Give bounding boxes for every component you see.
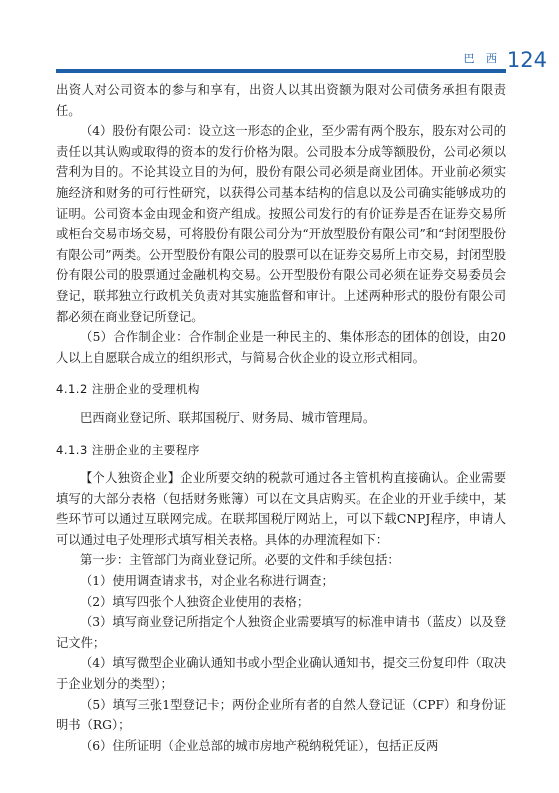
list-item-1: （1）使用调查请求书，对企业名称进行调查； [80,574,334,589]
paragraph-step-one: 第一步：主管部门为商业登记所。必要的文件和手续包括： [80,553,400,568]
running-head-country: 巴 西 [463,52,501,65]
section-heading-4-1-3: 4.1.3 注册企业的主要程序 [56,442,200,457]
paragraph-registration-agencies: 巴西商业登记所、联邦国税厅、财务局、城市管理局。 [80,410,376,425]
paragraph-continued: 出资人对公司资本的参与和享有，出资人以其出资额为限对公司债务承担有限责任。 [56,83,506,118]
list-item-4: （4）填写微型企业确认通知书或小型企业确认通知书，提交三份复印件（取决于企业划分的类型）； [56,656,506,692]
page-number: 124 [506,48,547,72]
list-item-2: （2）填写四张个人独资企业使用的表格； [80,594,310,609]
page-header [0,0,559,80]
body-text [56,80,506,756]
list-item-6: （6）住所证明（企业总部的城市房地产税纳税凭证），包括正反两 [80,738,439,753]
header-rule [56,69,506,73]
paragraph-joint-stock-company: （4）股份有限公司：设立这一形态的企业，至少需有两个股东，股东对公司的责任以其认购或取得的资本的发行价格为限。公司股本分成等额股份，公司必须以营利为目的。不论其设立目的为何，股份有限公司必须是商业团体。开业前必须实施经济和财务的可行性研究，以获得公司基本结构的信息以及公司确实能够成功的证明。公司资本金由现金和资产组成。按照公司发行的有价证券是否在证券交易所或柜台交易市场交易，可将股份有限公司分为“开放型股份有限公司”和“封闭型股份有限公司”两类。公开型股份有限公司的股票可以在证券交易所上市交易，封闭型股份有限公司的股票通过金融机构交易。公开型股份有限公司必须在证券交易委员会登记，联邦独立行政机关负责对其实施监督和审计。上述两种形式的股份有限公司都必须在商业登记所登记。 [56,124,506,324]
list-item-3: （3）填写商业登记所指定个人独资企业需要填写的标准申请书（蓝皮）以及登记文件； [56,615,506,650]
section-heading-4-1-2: 4.1.2 注册企业的受理机构 [56,382,200,397]
list-item-5: （5）填写三张1型登记卡；两份企业所有者的自然人登记证（CPF）和身份证明书（RG）； [56,697,506,733]
paragraph-sole-proprietorship: 【个人独资企业】企业所要交纳的税款可通过各主管机构直接确认。企业需要填写的大部分表格（包括财务账簿）可以在文具店购买。在企业的开业手续中，某些环节可以通过互联网完成。在联邦国税厅网站上，可以下载CNPJ程序，申请人可以通过电子处理形式填写相关表格。具体的办理流程如下： [56,471,506,547]
paragraph-cooperative: （5）合作制企业：合作制企业是一种民主的、集体形态的团体的创设，由20人以上自愿联合成立的组织形式，与简易合伙企业的设立形式相同。 [56,330,506,365]
